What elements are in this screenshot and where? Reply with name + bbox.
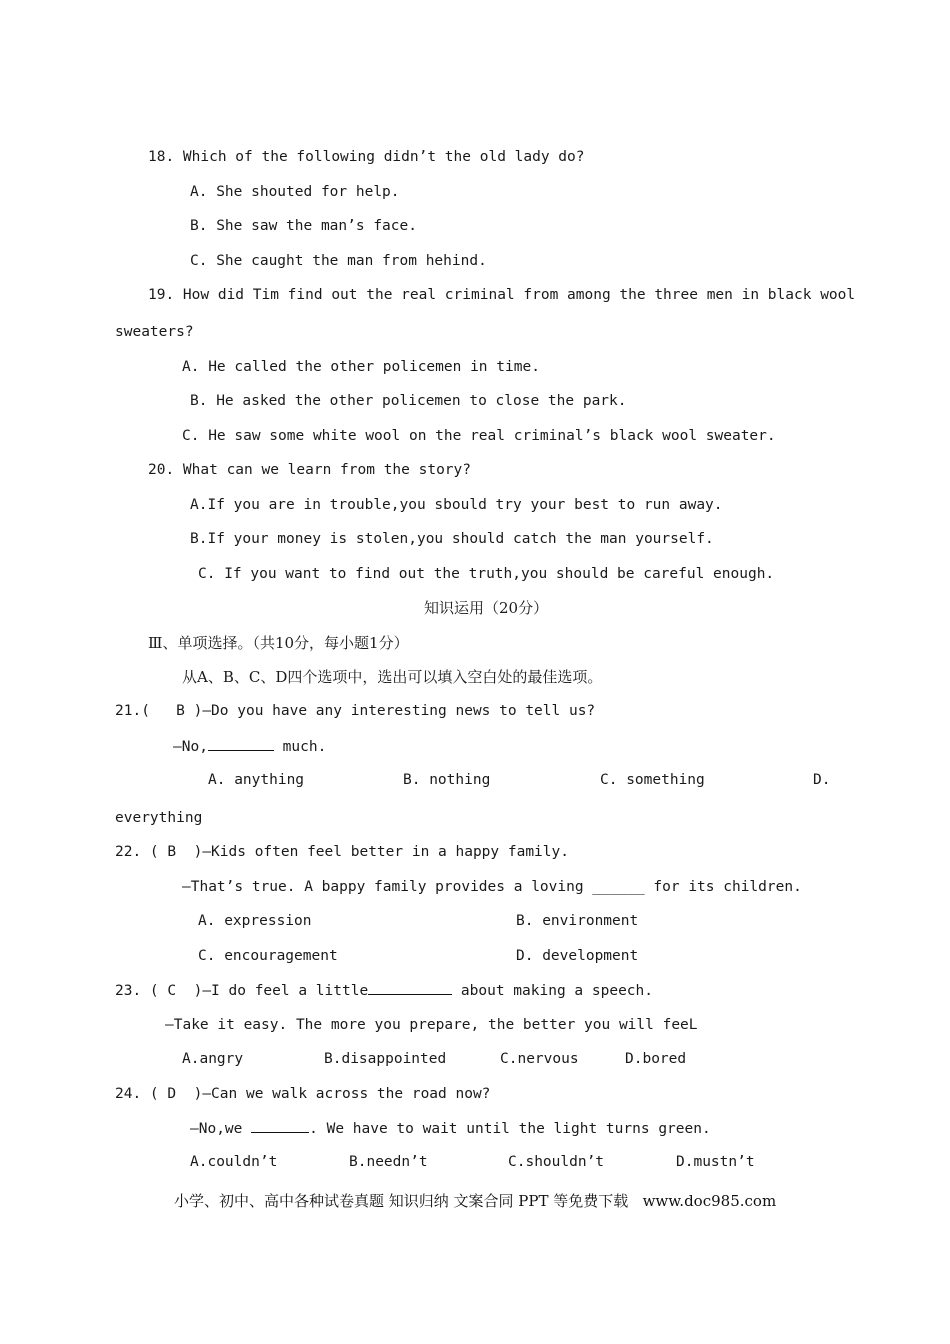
question-21-answer: B xyxy=(176,703,185,719)
question-23-option-d: D.bored xyxy=(625,1051,687,1067)
question-21-option-b: B. nothing xyxy=(403,772,491,788)
question-22-option-a: A. expression xyxy=(198,913,312,929)
question-23-option-c: C.nervous xyxy=(500,1051,579,1067)
question-20-option-b: B.If your money is stolen,you should catch the man yourself. xyxy=(190,531,714,547)
question-18-stem: 18. Which of the following didn’t the old lady do? xyxy=(148,149,585,165)
question-18-option-c: C. She caught the man from hehind. xyxy=(190,253,487,269)
question-21-reply: —No, much. xyxy=(173,736,326,757)
question-21-option-d-wrap: everything xyxy=(115,810,203,826)
question-18-option-b: B. She saw the man’s face. xyxy=(190,218,417,234)
page-footer: 小学、初中、高中各种试卷真题 知识归纳 文案合同 PPT 等免费下载 www.doc985.com xyxy=(174,1192,777,1210)
question-21-option-c: C. something xyxy=(600,772,705,788)
question-19-option-b: B. He asked the other policemen to close the park. xyxy=(190,393,627,409)
part3-instruction: 从A、B、C、D四个选项中，选出可以填入空白处的最佳选项。 xyxy=(182,668,603,686)
question-22-option-b: B. environment xyxy=(516,913,639,929)
answer-blank xyxy=(208,736,274,751)
question-21-option-a: A. anything xyxy=(208,772,305,788)
question-22-option-d: D. development xyxy=(516,948,639,964)
question-21-stem xyxy=(115,701,595,721)
question-18-option-a: A. She shouted for help. xyxy=(190,184,400,200)
part3-heading: Ⅲ、单项选择。（共10分，每小题1分） xyxy=(148,634,409,652)
question-24-reply: —No,we . We have to wait until the light turns green. xyxy=(190,1118,711,1139)
question-24-option-a: A.couldn’t xyxy=(190,1154,278,1170)
question-24-stem: 24. ( D )—Can we walk across the road now? xyxy=(115,1086,491,1102)
question-24-answer: D xyxy=(167,1086,177,1102)
section-title: 知识运用（20分） xyxy=(424,599,549,617)
question-19-stem: 19. How did Tim find out the real criminal from among the three men in black wool xyxy=(148,287,856,303)
question-22-stem: 22. ( B )—Kids often feel better in a happy family. xyxy=(115,844,569,860)
question-21-option-d: D. xyxy=(813,772,831,788)
question-24-option-c: C.shouldn’t xyxy=(508,1154,605,1170)
question-24-option-d: D.mustn’t xyxy=(676,1154,755,1170)
question-23-stem: 23. ( C )—I do feel a little about making a speech. xyxy=(115,980,653,1001)
question-22-answer: B xyxy=(167,844,177,860)
question-24-option-b: B.needn’t xyxy=(349,1154,428,1170)
question-22-reply: —That’s true. A bappy family provides a loving ______ for its children. xyxy=(182,879,802,895)
answer-blank xyxy=(368,980,452,995)
question-19-option-c: C. He saw some white wool on the real criminal’s black wool sweater. xyxy=(182,428,776,444)
question-20-option-a: A.If you are in trouble,you sbould try your best to run away. xyxy=(190,497,723,513)
answer-blank xyxy=(251,1118,309,1133)
question-19-stem-continued: sweaters? xyxy=(115,324,194,340)
question-20-option-c: C. If you want to find out the truth,you should be careful enough. xyxy=(198,566,775,582)
question-22-option-c: C. encouragement xyxy=(198,948,338,964)
question-23-option-a: A.angry xyxy=(182,1051,244,1067)
question-21-number: 21.( xyxy=(115,703,150,719)
question-23-reply: —Take it easy. The more you prepare, the better you will feeL xyxy=(165,1017,698,1033)
question-21-text: )—Do you have any interesting news to tell us? xyxy=(193,703,596,719)
question-23-option-b: B.disappointed xyxy=(324,1051,447,1067)
question-19-option-a: A. He called the other policemen in time. xyxy=(182,359,540,375)
question-20-stem: 20. What can we learn from the story? xyxy=(148,462,472,478)
question-23-answer: C xyxy=(167,983,177,999)
